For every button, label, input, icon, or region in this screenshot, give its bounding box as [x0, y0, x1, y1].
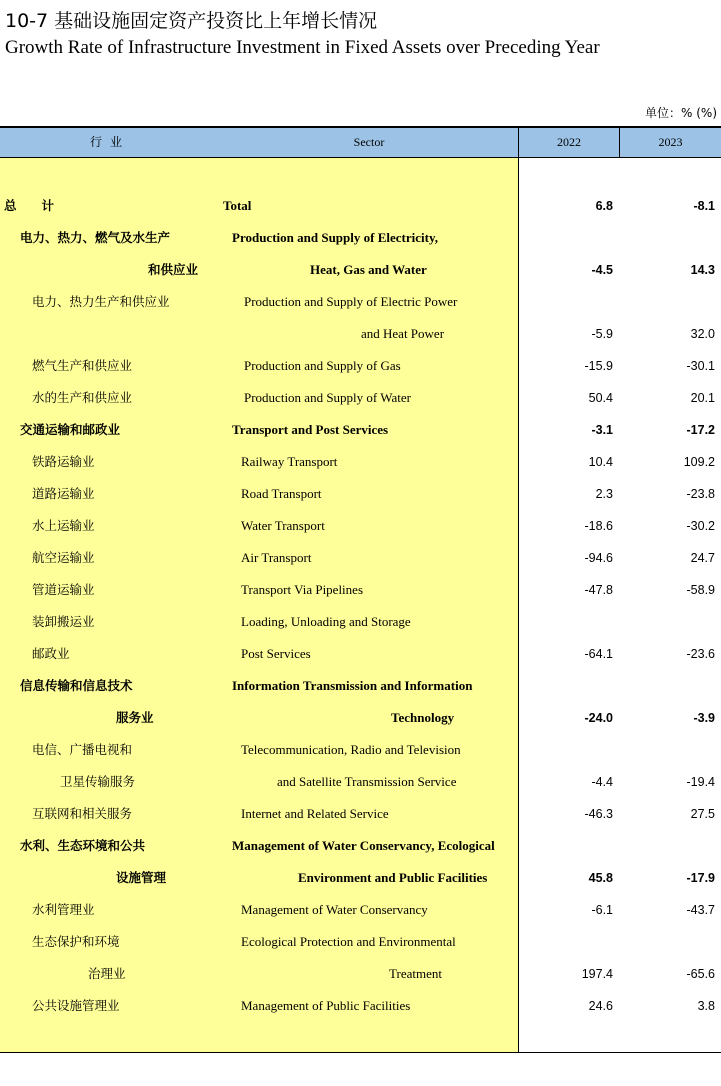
row-industry-cn: 设施管理 [116, 870, 167, 885]
table-row [0, 420, 721, 440]
table-row [0, 580, 721, 600]
row-sector-en: Production and Supply of Electricity, [232, 230, 438, 245]
table-row [0, 324, 721, 344]
table-row [0, 644, 721, 664]
row-sector-en: Loading, Unloading and Storage [241, 614, 411, 629]
row-industry-cn: 交通运输和邮政业 [20, 422, 121, 437]
table-row [0, 804, 721, 824]
row-industry-cn: 信息传输和信息技术 [20, 678, 133, 693]
row-value-2023: -17.2 [686, 423, 715, 437]
row-industry-cn: 治理业 [88, 966, 126, 981]
row-value-2023: -19.4 [686, 775, 715, 789]
row-industry-cn: 航空运输业 [32, 550, 95, 565]
row-industry-cn: 互联网和相关服务 [32, 806, 133, 821]
table-row [0, 516, 721, 536]
row-sector-en: Post Services [241, 646, 311, 661]
row-sector-en: Management of Public Facilities [241, 998, 411, 1013]
row-industry-cn: 卫星传输服务 [60, 774, 136, 789]
row-industry-cn: 服务业 [116, 710, 154, 725]
row-value-2022: 197.4 [581, 967, 613, 981]
table-row [0, 996, 721, 1016]
row-value-2023: -3.9 [693, 711, 715, 725]
table-row [0, 388, 721, 408]
row-sector-en: Transport and Post Services [232, 422, 389, 437]
row-value-2022: -94.6 [584, 551, 613, 565]
row-industry-cn: 水利管理业 [32, 902, 95, 917]
table-row [0, 836, 721, 856]
row-industry-cn: 道路运输业 [32, 486, 95, 501]
row-value-2023: -30.1 [686, 359, 715, 373]
row-sector-en: Heat, Gas and Water [310, 262, 427, 277]
row-sector-en: Ecological Protection and Environmental [241, 934, 456, 949]
table-row [0, 932, 721, 952]
row-sector-en: Environment and Public Facilities [298, 870, 488, 885]
row-industry-cn: 电力、热力、燃气及水生产 [20, 230, 171, 245]
row-sector-en: Information Transmission and Information [232, 678, 473, 693]
row-value-2022: -47.8 [584, 583, 613, 597]
row-sector-en: Technology [391, 710, 455, 725]
row-industry-cn: 邮政业 [32, 646, 70, 661]
row-value-2022: 24.6 [588, 999, 613, 1013]
row-value-2022: -24.0 [584, 711, 613, 725]
table-row [0, 292, 721, 312]
row-sector-en: Internet and Related Service [241, 806, 389, 821]
row-sector-en: Management of Water Conservancy [241, 902, 428, 917]
row-industry-cn: 铁路运输业 [32, 454, 95, 469]
row-industry-cn: 装卸搬运业 [32, 614, 95, 629]
row-value-2022: -4.5 [591, 263, 613, 277]
table-row [0, 676, 721, 696]
row-value-2022: -5.9 [591, 327, 613, 341]
header-industry-cn: 行业 [89, 135, 130, 149]
row-sector-en: Production and Supply of Water [244, 390, 411, 405]
row-value-2022: -18.6 [584, 519, 613, 533]
row-sector-en: Road Transport [241, 486, 322, 501]
row-sector-en: Railway Transport [241, 454, 338, 469]
row-value-2022: 2.3 [595, 487, 613, 501]
table-row [0, 484, 721, 504]
row-value-2023: -65.6 [686, 967, 715, 981]
row-sector-en: Management of Water Conservancy, Ecological [232, 838, 495, 853]
row-value-2023: 109.2 [683, 455, 715, 469]
row-value-2023: 24.7 [690, 551, 715, 565]
table-row [0, 772, 721, 792]
table-row [0, 612, 721, 632]
table-row [0, 708, 721, 728]
row-value-2023: -23.6 [686, 647, 715, 661]
header-sector-en: Sector [353, 135, 385, 149]
row-industry-cn: 电力、热力生产和供应业 [32, 294, 170, 309]
table-bottom-rule [0, 1052, 721, 1053]
row-value-2023: 3.8 [697, 999, 715, 1013]
row-sector-en: Transport Via Pipelines [241, 582, 364, 597]
row-value-2023: -58.9 [686, 583, 715, 597]
row-value-2022: 10.4 [588, 455, 613, 469]
row-industry-cn: 总 计 [4, 198, 55, 213]
row-industry-cn: 电信、广播电视和 [32, 742, 133, 757]
row-value-2023: -30.2 [686, 519, 715, 533]
row-value-2023: 20.1 [690, 391, 715, 405]
row-industry-cn: 和供应业 [148, 262, 199, 277]
table-row [0, 260, 721, 280]
row-sector-en: Telecommunication, Radio and Television [241, 742, 461, 757]
row-value-2022: -3.1 [591, 423, 613, 437]
table-row [0, 740, 721, 760]
header-year-2023: 2023 [658, 135, 683, 149]
table-row [0, 228, 721, 248]
row-industry-cn: 水的生产和供应业 [32, 390, 133, 405]
row-value-2023: -43.7 [686, 903, 715, 917]
row-industry-cn: 水利、生态环境和公共 [20, 838, 146, 853]
row-industry-cn: 生态保护和环境 [32, 934, 120, 949]
row-sector-en: and Heat Power [361, 326, 445, 341]
header-year-2022: 2022 [557, 135, 581, 149]
row-value-2022: -64.1 [584, 647, 613, 661]
header-rule [0, 157, 721, 158]
row-industry-cn: 燃气生产和供应业 [32, 358, 133, 373]
table-title-en: Growth Rate of Infrastructure Investment in Fixed Assets over Preceding Year [5, 37, 600, 58]
row-industry-cn: 管道运输业 [32, 582, 95, 597]
table-row [0, 964, 721, 984]
table-title-cn: 10-7 基础设施固定资产投资比上年增长情况 [5, 10, 378, 32]
row-sector-en: Production and Supply of Electric Power [244, 294, 458, 309]
row-value-2022: 50.4 [588, 391, 613, 405]
unit-label: 单位：% (%) [645, 106, 717, 120]
table-row [0, 900, 721, 920]
row-value-2022: 6.8 [595, 199, 613, 213]
row-value-2022: -4.4 [591, 775, 613, 789]
row-value-2023: -23.8 [686, 487, 715, 501]
row-value-2023: -8.1 [693, 199, 715, 213]
row-sector-en: Total [223, 198, 252, 213]
row-value-2022: -6.1 [591, 903, 613, 917]
row-industry-cn: 水上运输业 [32, 518, 95, 533]
row-value-2022: 45.8 [588, 871, 613, 885]
row-value-2022: -15.9 [584, 359, 613, 373]
row-value-2022: -46.3 [584, 807, 613, 821]
row-sector-en: Production and Supply of Gas [244, 358, 401, 373]
table-row [0, 452, 721, 472]
row-value-2023: 27.5 [690, 807, 715, 821]
table-row [0, 868, 721, 888]
row-sector-en: Treatment [389, 966, 442, 981]
row-value-2023: -17.9 [686, 871, 715, 885]
table-row [0, 196, 721, 216]
table-row [0, 548, 721, 568]
row-sector-en: Water Transport [241, 518, 325, 533]
table-row [0, 356, 721, 376]
row-value-2023: 14.3 [690, 263, 715, 277]
row-value-2023: 32.0 [690, 327, 715, 341]
row-sector-en: Air Transport [241, 550, 312, 565]
row-industry-cn: 公共设施管理业 [32, 998, 120, 1013]
row-sector-en: and Satellite Transmission Service [277, 774, 457, 789]
